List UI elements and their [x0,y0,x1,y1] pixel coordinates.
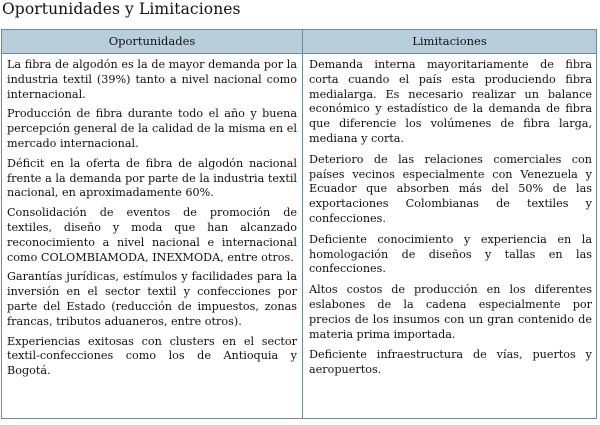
limitacion-item: Deficiente infraestructura de vías, puertos y aeropuertos. [309,348,592,377]
limitacion-item: Deficiente conocimiento y experiencia en la homologación de diseños y tallas en las confecciones. [309,232,592,276]
limitacion-item: Deterioro de las relaciones comerciales con países vecinos especialmente con Venezuela y Ecuador que absorben más del 50% de las exportaciones Colombianas de textiles y confecciones. [309,152,592,225]
oportunidad-item: Garantías jurídicas, estímulos y facilidades para la inversión en el sector textil y confecciones por parte del Estado (reducción de impuestos, zonas francas, tributos aduaneros, entre otros). [7,270,297,328]
header-oportunidades: Oportunidades [108,34,196,48]
swot-table [1,29,597,419]
table-header-row [2,30,596,54]
oportunidad-item: Producción de fibra durante todo el año y buena percepción general de la calidad de la misma en el mercado internacional. [7,107,297,150]
oportunidad-item: Déficit en la oferta de fibra de algodón nacional frente a la demanda por parte de la industria textil nacional, en aproximadamente 60%. [7,156,297,200]
column-divider [302,30,303,418]
header-limitaciones: Limitaciones [412,34,487,48]
oportunidad-item: Consolidación de eventos de promoción de textiles, diseño y moda que han alcanzado reconocimiento a nivel nacional e internacional como COLOMBIAMODA, INEXMODA, entre otros. [7,206,297,264]
page-title: Oportunidades y Limitaciones [2,0,241,18]
limitacion-item: Altos costos de producción en los diferentes eslabones de la cadena especialmente por precios de los insumos con un gran contenido de materia prima importada. [309,283,592,341]
limitacion-item: Demanda interna mayoritariamente de fibra corta cuando el país esta produciendo fibra medialarga. Es necesario realizar un balance económico y estadístico de la demanda de fibra que diferencie los volúmenes de fibra larga, mediana y corta. [309,58,592,145]
oportunidades-column [7,58,297,384]
limitaciones-column [309,58,592,384]
oportunidad-item: La fibra de algodón es la de mayor demanda por la industria textil (39%) tanto a nivel nacional como internacional. [7,58,297,101]
oportunidad-item: Experiencias exitosas con clusters en el sector textil-confecciones como los de Antioquia y Bogotá. [7,334,297,378]
